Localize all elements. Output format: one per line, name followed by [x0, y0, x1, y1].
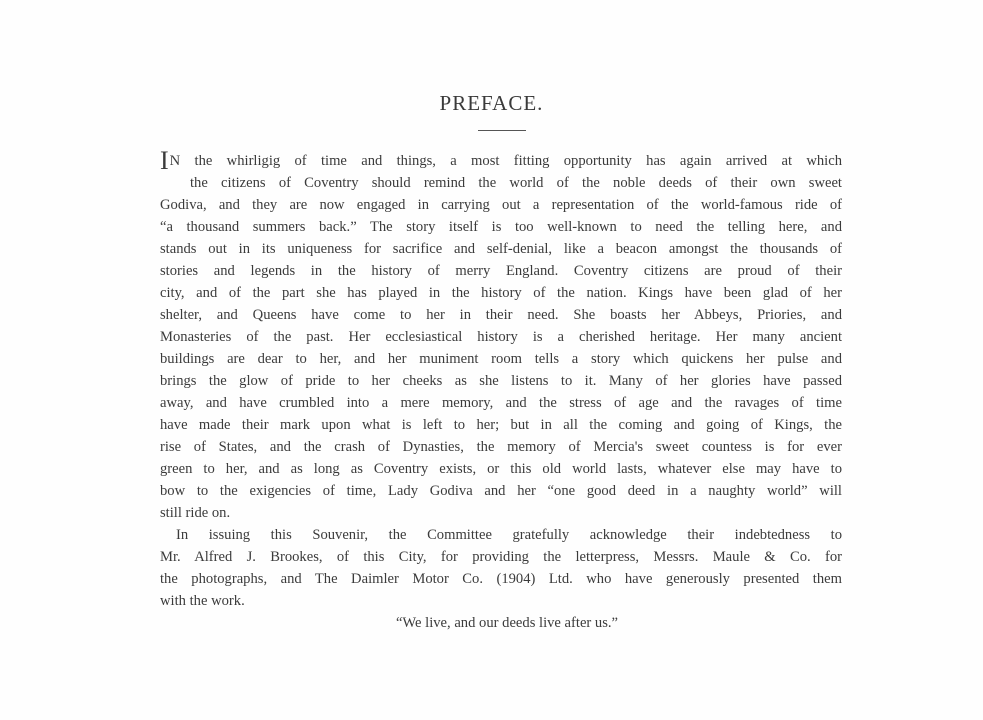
- paragraph-line: Monasteries of the past. Her ecclesiastical history is a cherished heritage. Her many ancient: [160, 329, 842, 345]
- drop-cap: I: [160, 146, 169, 175]
- paragraph-line: the citizens of Coventry should remind the world of the noble deeds of their own sweet: [190, 175, 842, 191]
- paragraph-line: “a thousand summers back.” The story itself is too well-known to need the telling here, and: [160, 219, 842, 235]
- paragraph-line: city, and of the part she has played in the history of the nation. Kings have been glad of her: [160, 285, 842, 301]
- paragraph-line: green to her, and as long as Coventry exists, or this old world lasts, whatever else may have to: [160, 461, 842, 477]
- paragraph-line: with the work.: [160, 593, 245, 609]
- closing-quote: “We live, and our deeds live after us.”: [395, 615, 619, 631]
- paragraph-line: buildings are dear to her, and her muniment room tells a story which quickens her pulse and: [160, 351, 842, 367]
- paragraph-line: Mr. Alfred J. Brookes, of this City, for providing the letterpress, Messrs. Maule & Co. for: [160, 549, 842, 565]
- paragraph-line: stories and legends in the history of merry England. Coventry citizens are proud of their: [160, 263, 842, 279]
- paragraph-line: brings the glow of pride to her cheeks as she listens to it. Many of her glories have passed: [160, 373, 842, 389]
- paragraph-line: IN the whirligig of time and things, a most fitting opportunity has again arrived at which: [160, 146, 842, 175]
- preface-body: [160, 146, 842, 634]
- title-rule: [478, 130, 526, 131]
- paragraph-line: rise of States, and the crash of Dynasties, the memory of Mercia's sweet countess is for ever: [160, 439, 842, 455]
- paragraph-line: stands out in its uniqueness for sacrifice and self-denial, like a beacon amongst the thousands of: [160, 241, 842, 257]
- paragraph-line: bow to the exigencies of time, Lady Godiva and her “one good deed in a naughty world” will: [160, 483, 842, 499]
- paragraph-line: shelter, and Queens have come to her in their need. She boasts her Abbeys, Priories, and: [160, 307, 842, 323]
- paragraph-line: the photographs, and The Daimler Motor Co. (1904) Ltd. who have generously presented them: [160, 571, 842, 587]
- paragraph-line: Godiva, and they are now engaged in carrying out a representation of the world-famous ride of: [160, 197, 842, 213]
- paragraph-line: still ride on.: [160, 505, 231, 521]
- paragraph-line: In issuing this Souvenir, the Committee gratefully acknowledge their indebtedness to: [176, 527, 842, 543]
- paragraph-line: have made their mark upon what is left to her; but in all the coming and going of Kings, the: [160, 417, 842, 433]
- page-title: PREFACE.: [439, 91, 544, 115]
- paragraph-line: away, and have crumbled into a mere memory, and the stress of age and the ravages of time: [160, 395, 842, 411]
